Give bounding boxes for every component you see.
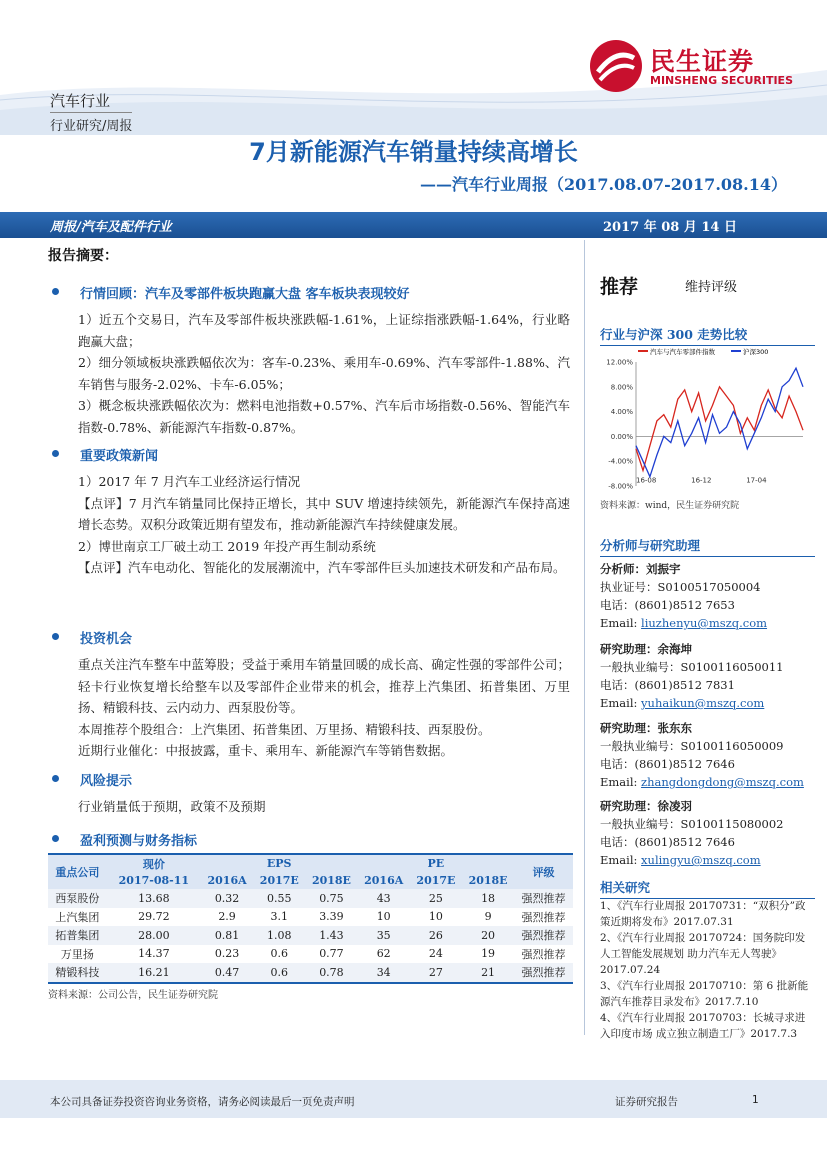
col-year: 2017E (253, 872, 305, 889)
related-item[interactable]: 4、《汽车行业周报 20170703：长城寻求进入印度市场 成立独立制造工厂》2017.7.3 (600, 1012, 806, 1040)
paragraph: 1）近五个交易日，汽车及零部件板块涨跌幅-1.61%，上证综指涨跌幅-1.64%，行业略跑赢大盘； (78, 312, 570, 349)
analyst-email-link[interactable]: zhangdongdong@mszq.com (641, 775, 804, 789)
table-cell: 0.6 (270, 947, 289, 961)
related-item[interactable]: 1、《汽车行业周报 20170731：“双积分”政策近期将发布》2017.07.31 (600, 900, 806, 928)
table-cell: 0.78 (305, 963, 357, 983)
table-cell: 29.72 (138, 910, 170, 924)
related-item[interactable]: 2、《汽车行业周报 20170724：国务院印发人工智能发展规划 助力汽车无人驾驶》2017.07.24 (600, 932, 806, 976)
col-eps: EPS (201, 854, 358, 872)
col-pe: PE (358, 854, 515, 872)
analyst-phone: 电话：(8601)8512 7831 (600, 678, 735, 692)
table-cell: 0.77 (319, 947, 344, 961)
rating-sub: 维持评级 (685, 280, 738, 295)
table-cell: 24 (428, 947, 443, 961)
paragraph: 2）博世南京工厂破土动工 2019 年投产再生制动系统 (78, 538, 376, 554)
table-cell: 0.32 (201, 889, 253, 908)
table-row (48, 945, 573, 964)
legend-hs300: 沪深300 (743, 348, 769, 356)
footer-doc-type: 证券研究报告 (615, 1096, 678, 1108)
analyst-card (600, 640, 820, 712)
paragraph: 【点评】汽车电动化、智能化的发展潮流中，汽车零部件巨头加速技术研发和产品布局。 (78, 560, 566, 575)
table-cell: 万里扬 (60, 947, 94, 961)
chart-source: 资料来源：wind，民生证券研究院 (600, 501, 740, 511)
table-cell: 25 (410, 889, 462, 908)
col-year: 2016A (358, 872, 410, 889)
table-cell: 10 (428, 910, 443, 924)
table-cell: 9 (484, 910, 492, 924)
section-heading: 行情回顾：汽车及零部件板块跑赢大盘 客车板块表现较好 (50, 283, 570, 302)
table-cell: 强烈推荐 (521, 910, 566, 924)
analyst-phone: 电话：(8601)8512 7646 (600, 757, 735, 771)
email-label: Email: (600, 775, 638, 789)
y-tick-label: 12.00% (606, 358, 633, 367)
table-cell: 34 (358, 963, 410, 983)
table-cell: 0.55 (253, 889, 305, 908)
col-year: 2017E (410, 872, 462, 889)
analyst-cert: 一般执业编号：S0100116050011 (600, 660, 784, 674)
col-price-date: 2017-08-11 (107, 872, 201, 889)
industry-label: 汽车行业 (50, 92, 111, 110)
section-investment (50, 628, 570, 762)
x-tick-label: 17-04 (746, 476, 767, 485)
table-cell: 0.23 (214, 947, 240, 961)
analyst-role: 研究助理： (600, 721, 658, 735)
table-cell: 3.1 (270, 910, 289, 924)
analyst-name: 徐凌羽 (657, 799, 692, 813)
paragraph: 本周推荐个股组合：上汽集团、拓普集团、万里扬、精锻科技、西泵股份。 (78, 721, 491, 737)
chart-heading: 行业与沪深 300 走势比较 (600, 325, 815, 346)
paragraph: 行业销量低于预期，政策不及预期 (78, 799, 266, 814)
table-cell: 西泵股份 (48, 889, 107, 908)
analyst-role: 研究助理： (600, 642, 658, 656)
section-heading: 盈利预测与财务指标 (50, 830, 570, 849)
table-cell: 2.9 (218, 910, 236, 924)
forecast-table (48, 853, 573, 984)
table-row (48, 963, 573, 983)
table-cell: 13.68 (107, 889, 201, 908)
y-tick-label: -8.00% (608, 482, 633, 491)
analyst-cert: 执业证号：S0100517050004 (600, 580, 761, 594)
x-tick-label: 16-08 (636, 476, 657, 485)
table-cell: 14.37 (138, 947, 170, 961)
logo-chinese-name: 民生证券 (650, 47, 755, 76)
paragraph: 【点评】7 月汽车销量同比保持正增长，其中 SUV 增速持续领先，新能源汽车保持高速增长态势。双积分政策近期有望发布，推动新能源汽车持续健康发展。 (78, 495, 570, 532)
table-row (48, 908, 573, 927)
related-item[interactable]: 3、《汽车行业周报 20170710：第 6 批新能源汽车推荐目录发布》2017.7.10 (600, 980, 809, 1008)
table-cell: 0.47 (201, 963, 253, 983)
table-cell: 19 (481, 947, 496, 961)
paragraph: 重点关注汽车整车中蓝筹股；受益于乘用车销量回暖的成长高、确定性强的零部件公司；轻卡行业恢复增长给整车以及零部件企业带来的机会，推荐上汽集团、拓普集团、万里扬、精锻科技、云内动力、西泵股份等。 (78, 657, 570, 715)
paragraph: 3）概念板块涨跌幅依次为：燃料电池指数+0.57%、汽车后市场指数-0.56%、智能汽车指数-0.78%、新能源汽车指数-0.87%。 (78, 398, 570, 435)
section-policy-news (50, 445, 570, 579)
col-year: 2018E (462, 872, 514, 889)
analyst-card (600, 719, 820, 791)
table-cell: 35 (358, 926, 410, 945)
analyst-email-link[interactable]: liuzhenyu@mszq.com (641, 616, 768, 630)
analyst-email-link[interactable]: yuhaikun@mszq.com (641, 696, 765, 710)
table-row (48, 889, 573, 908)
table-cell: 0.81 (201, 926, 253, 945)
email-label: Email: (600, 696, 638, 710)
rating-label: 推荐 (600, 276, 639, 298)
col-year: 2018E (305, 872, 357, 889)
y-tick-label: 0.00% (610, 432, 633, 441)
col-year: 2016A (201, 872, 253, 889)
paragraph: 1）2017 年 7 月汽车工业经济运行情况 (78, 474, 301, 489)
summary-title: 报告摘要： (48, 248, 118, 264)
table-cell: 0.6 (253, 963, 305, 983)
table-cell: 拓普集团 (48, 926, 107, 945)
section-heading: 投资机会 (50, 628, 570, 647)
report-subtitle: ——汽车行业周报（2017.08.07-2017.08.14） (419, 175, 787, 194)
table-cell: 3.39 (319, 910, 344, 924)
table-cell: 1.08 (253, 926, 305, 945)
analyst-card (600, 797, 820, 869)
section-risk (50, 770, 570, 818)
y-tick-label: 4.00% (610, 408, 633, 417)
table-cell: 27 (410, 963, 462, 983)
table-cell: 1.43 (305, 926, 357, 945)
legend-industry: 汽车与汽车零部件指数 (650, 348, 715, 356)
table-cell: 上汽集团 (55, 910, 100, 924)
col-rating: 评级 (514, 854, 573, 889)
table-cell: 精锻科技 (48, 963, 107, 983)
table-cell: 强烈推荐 (514, 889, 573, 908)
analysts-heading: 分析师与研究助理 (600, 536, 815, 557)
table-row (48, 926, 573, 945)
paragraph: 近期行业催化：中报披露，重卡、乘用车、新能源汽车等销售数据。 (78, 743, 454, 758)
table-cell: 16.21 (107, 963, 201, 983)
table-cell: 43 (358, 889, 410, 908)
table-cell: 强烈推荐 (514, 963, 573, 983)
analyst-email-link[interactable]: xulingyu@mszq.com (641, 853, 761, 867)
table-cell: 20 (462, 926, 514, 945)
section-market-review (50, 283, 570, 438)
email-label: Email: (600, 853, 638, 867)
page-number: 1 (752, 1094, 759, 1106)
table-cell: 28.00 (107, 926, 201, 945)
col-company: 重点公司 (48, 854, 107, 889)
report-date: 2017 年 08 月 14 日 (603, 220, 737, 235)
analyst-name: 张东东 (657, 721, 692, 735)
logo-emblem-icon (588, 38, 644, 94)
table-cell: 0.75 (305, 889, 357, 908)
analyst-cert: 一般执业编号：S0100116050009 (600, 739, 784, 753)
table-cell: 强烈推荐 (521, 947, 566, 961)
related-heading: 相关研究 (600, 878, 815, 899)
table-cell: 10 (376, 910, 391, 924)
logo-english-name: MINSHENG SECURITIES (650, 74, 793, 87)
table-cell: 21 (462, 963, 514, 983)
table-cell: 强烈推荐 (514, 926, 573, 945)
section-heading: 风险提示 (50, 770, 570, 789)
table-cell: 26 (410, 926, 462, 945)
section-heading: 重要政策新闻 (50, 445, 570, 464)
category-label: 周报/汽车及配件行业 (50, 220, 172, 235)
performance-chart (598, 342, 813, 492)
analyst-phone: 电话：(8601)8512 7653 (600, 598, 735, 612)
report-type: 行业研究/周报 (50, 112, 132, 134)
paragraph: 2）细分领域板块涨跌幅依次为：客车-0.23%、乘用车-0.69%、汽车零部件-1.88%、汽车销售与服务-2.02%、卡车-6.05%； (78, 355, 570, 392)
table-cell: 62 (376, 947, 391, 961)
related-research-list (600, 898, 815, 1042)
analyst-cert: 一般执业编号：S0100115080002 (600, 817, 784, 831)
analyst-role: 分析师： (600, 562, 646, 576)
analyst-role: 研究助理： (600, 799, 658, 813)
table-source: 资料来源：公司公告，民生证券研究院 (48, 990, 218, 1001)
chart-legend (638, 347, 768, 356)
x-tick-label: 16-12 (691, 476, 712, 485)
section-forecast (50, 830, 570, 849)
analyst-name: 余海坤 (657, 642, 692, 656)
y-tick-label: 8.00% (610, 383, 633, 392)
col-price: 现价 (107, 854, 201, 872)
footer-disclaimer: 本公司具备证券投资咨询业务资格，请务必阅读最后一页免责声明 (50, 1096, 355, 1108)
company-logo (588, 38, 793, 98)
analyst-name: 刘振宇 (646, 562, 681, 576)
series-line-hs300 (636, 368, 803, 477)
analyst-card (600, 560, 820, 632)
column-divider (584, 240, 585, 1035)
y-tick-label: -4.00% (608, 457, 633, 466)
analyst-phone: 电话：(8601)8512 7646 (600, 835, 735, 849)
email-label: Email: (600, 616, 638, 630)
table-cell: 18 (462, 889, 514, 908)
report-title: 7月新能源汽车销量持续高增长 (249, 138, 578, 166)
